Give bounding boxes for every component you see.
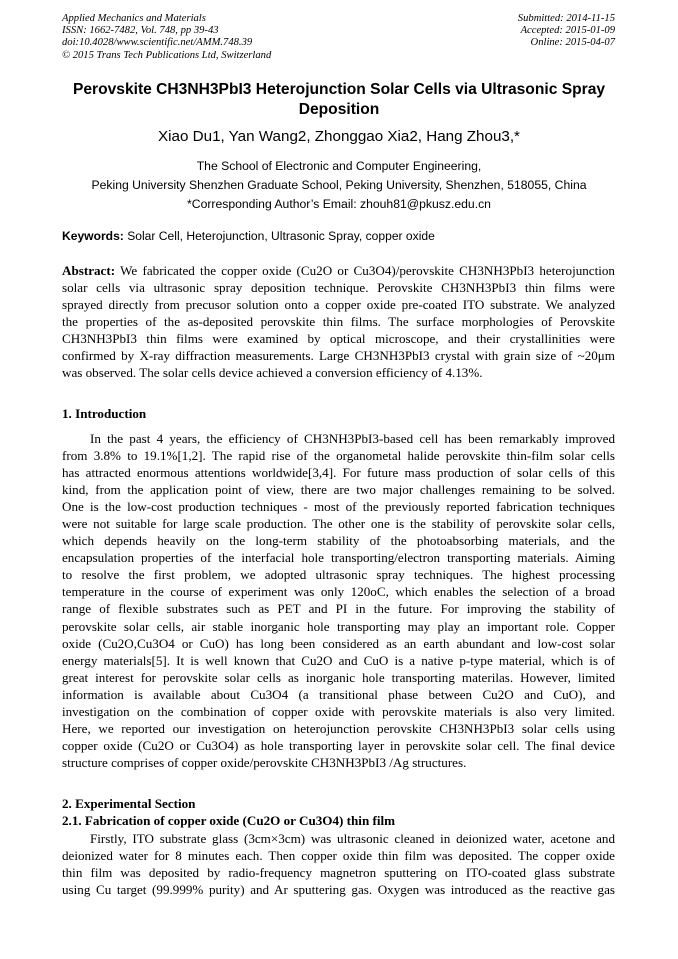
introduction-text [62,430,615,771]
abstract-line: the properties of the as-deposited perovskite thin films. The surface morphologies of Perovskite [62,314,615,330]
abstract-label: Abstract: [62,263,116,278]
keywords-label: Keywords: [62,229,124,243]
abstract-line [62,262,615,279]
date-online: Online: 2015-04-07 [530,37,615,49]
experimental-text [62,830,615,898]
abstract-text: We fabricated the copper oxide (Cu2O or Cu3O4)/perovskite CH3NH3PbI3 heterojunction [120,263,615,278]
affiliation-line: The School of Electronic and Computer Engineering, [196,159,482,173]
keywords-text: Solar Cell, Heterojunction, Ultrasonic Spray, copper oxide [127,229,435,243]
paragraph-line: kind, from the application point of view, there are two major challenges remaining to be solved. [62,482,615,498]
paragraph-line: copper oxide (Cu2O or Cu3O4) as hole transporting layer in perovskite solar cell. The final device [62,737,615,753]
paragraph-line: One is the low-cost production techniques - most of the previously reported fabrication techniques [62,499,615,515]
subsection-heading: 2.1. Fabrication of copper oxide (Cu2O or Cu3O4) thin film [62,813,396,828]
paragraph-line: temperature in the course of experiment was only 120oC, which enables the selection of a broad [62,584,615,600]
paper-title: Perovskite CH3NH3PbI3 Heterojunction Solar Cells via Ultrasonic Spray Deposition [72,81,606,118]
paragraph-line: were not suitable for large scale production. The other one is the stability of perovskite solar cells, [62,516,615,532]
date-submitted: Submitted: 2014-11-15 [517,13,615,24]
paragraph-line: great interest for perovskite solar cells as inorganic hole transporting materilas. However, limited [62,669,615,685]
paragraph-line: investigation on the combination of copper oxide with perovskite materials is also very limited. [62,703,615,719]
abstract-line: was observed. The solar cells device achieved a conversion efficiency of 4.13%. [62,365,483,381]
date-accepted: Accepted: 2015-01-09 [520,25,615,37]
journal-issn: ISSN: 1662-7482, Vol. 748, pp 39-43 [62,25,219,37]
abstract [62,262,615,381]
affiliation-line: Peking University Shenzhen Graduate School, Peking University, Shenzhen, 518055, China [91,178,587,192]
journal-copyright: © 2015 Trans Tech Publications Ltd, Switzerland [62,49,272,61]
keywords [62,229,618,244]
paragraph-line: deionized water for 8 minutes each. Then copper oxide thin film was deposited. The copper oxide [62,848,615,864]
journal-doi: doi:10.4028/www.scientific.net/AMM.748.39 [62,37,253,49]
paragraph-line: to resolve the first problem, we adopted ultrasonic spray techniques. The highest processing [62,567,615,583]
journal-info [62,13,271,62]
paper-authors: Xiao Du1, Yan Wang2, Zhonggao Xia2, Hang Zhou3,* [158,128,520,145]
corresponding-email: *Corresponding Author’s Email: zhouh81@pkusz.edu.cn [187,197,491,211]
paragraph-line: which depends heavily on the long-term stability of the photoabsorbing materials, and the [62,533,615,549]
paragraph-line: has attracted enormous attentions worldwide[3,4]. For future mass production of solar cells of this [62,465,615,481]
section-heading: 2. Experimental Section [62,796,196,811]
paragraph-line: Here, we reported our investigation on heterojunction perovskite CH3NH3PbI3 solar cells using [62,720,615,736]
abstract-line: solar cells via ultrasonic spray deposition technique. Perovskite CH3NH3PbI3 thin films were [62,280,615,296]
paragraph-line: thin film was deposited by radio-frequency magnetron sputtering on ITO-coated glass substrate [62,865,615,881]
paragraph-line: In the past 4 years, the efficiency of CH3NH3PbI3-based cell has been remarkably improved [90,431,615,446]
paragraph-line: Firstly, ITO substrate glass (3cm×3cm) was ultrasonic cleaned in deionized water, acetone and [90,831,615,846]
paragraph-line: from 3.8% to 19.1%[1,2]. The rapid rise of the organometal halide perovskite thin-film solar cells [62,448,615,464]
abstract-line: confirmed by X-ray diffraction measurements. Large CH3NH3PbI3 crystal with grain size of ~20μm [62,348,615,364]
paragraph-line: structure comprises of copper oxide/perovskite CH3NH3PbI3 /Ag structures. [62,754,467,770]
paragraph-line: energy materials[5]. It is well known that Cu2O and CuO is a native p-type material, which is of [62,652,615,668]
paragraph-line: using Cu target (99.999% purity) and Ar sputtering gas. Oxygen was introduced as the reactive gas [62,882,615,898]
section-heading: 1. Introduction [62,406,147,421]
publication-dates [518,13,615,50]
paragraph-line: encapsulation properties of the interfacial hole transporting/electron transporting materials. Aiming [62,550,615,566]
affiliation [40,157,638,214]
abstract-line: CH3NH3PbI3 thin films were examined by optical microscope, and their crystallinities were [62,331,615,347]
journal-name: Applied Mechanics and Materials [62,13,206,24]
paragraph-line: perovskite solar cells, air stable inorganic hole transporting may play an important role. Copper [62,618,615,634]
paragraph-line: information is available about Cu3O4 (a transitional phase between Cu2O and CuO), and [62,686,615,702]
abstract-line: sprayed directly from precusor solution onto a copper oxide pre-coated ITO substrate. We analyzed [62,297,615,313]
paragraph-line: range of flexible substrates such as PET and PI in the future. For improving the stability of [62,601,615,617]
paragraph-line: oxide (Cu2O,Cu3O4 or CuO) has long been considered as an earth abundant and low-cost solar [62,635,615,651]
